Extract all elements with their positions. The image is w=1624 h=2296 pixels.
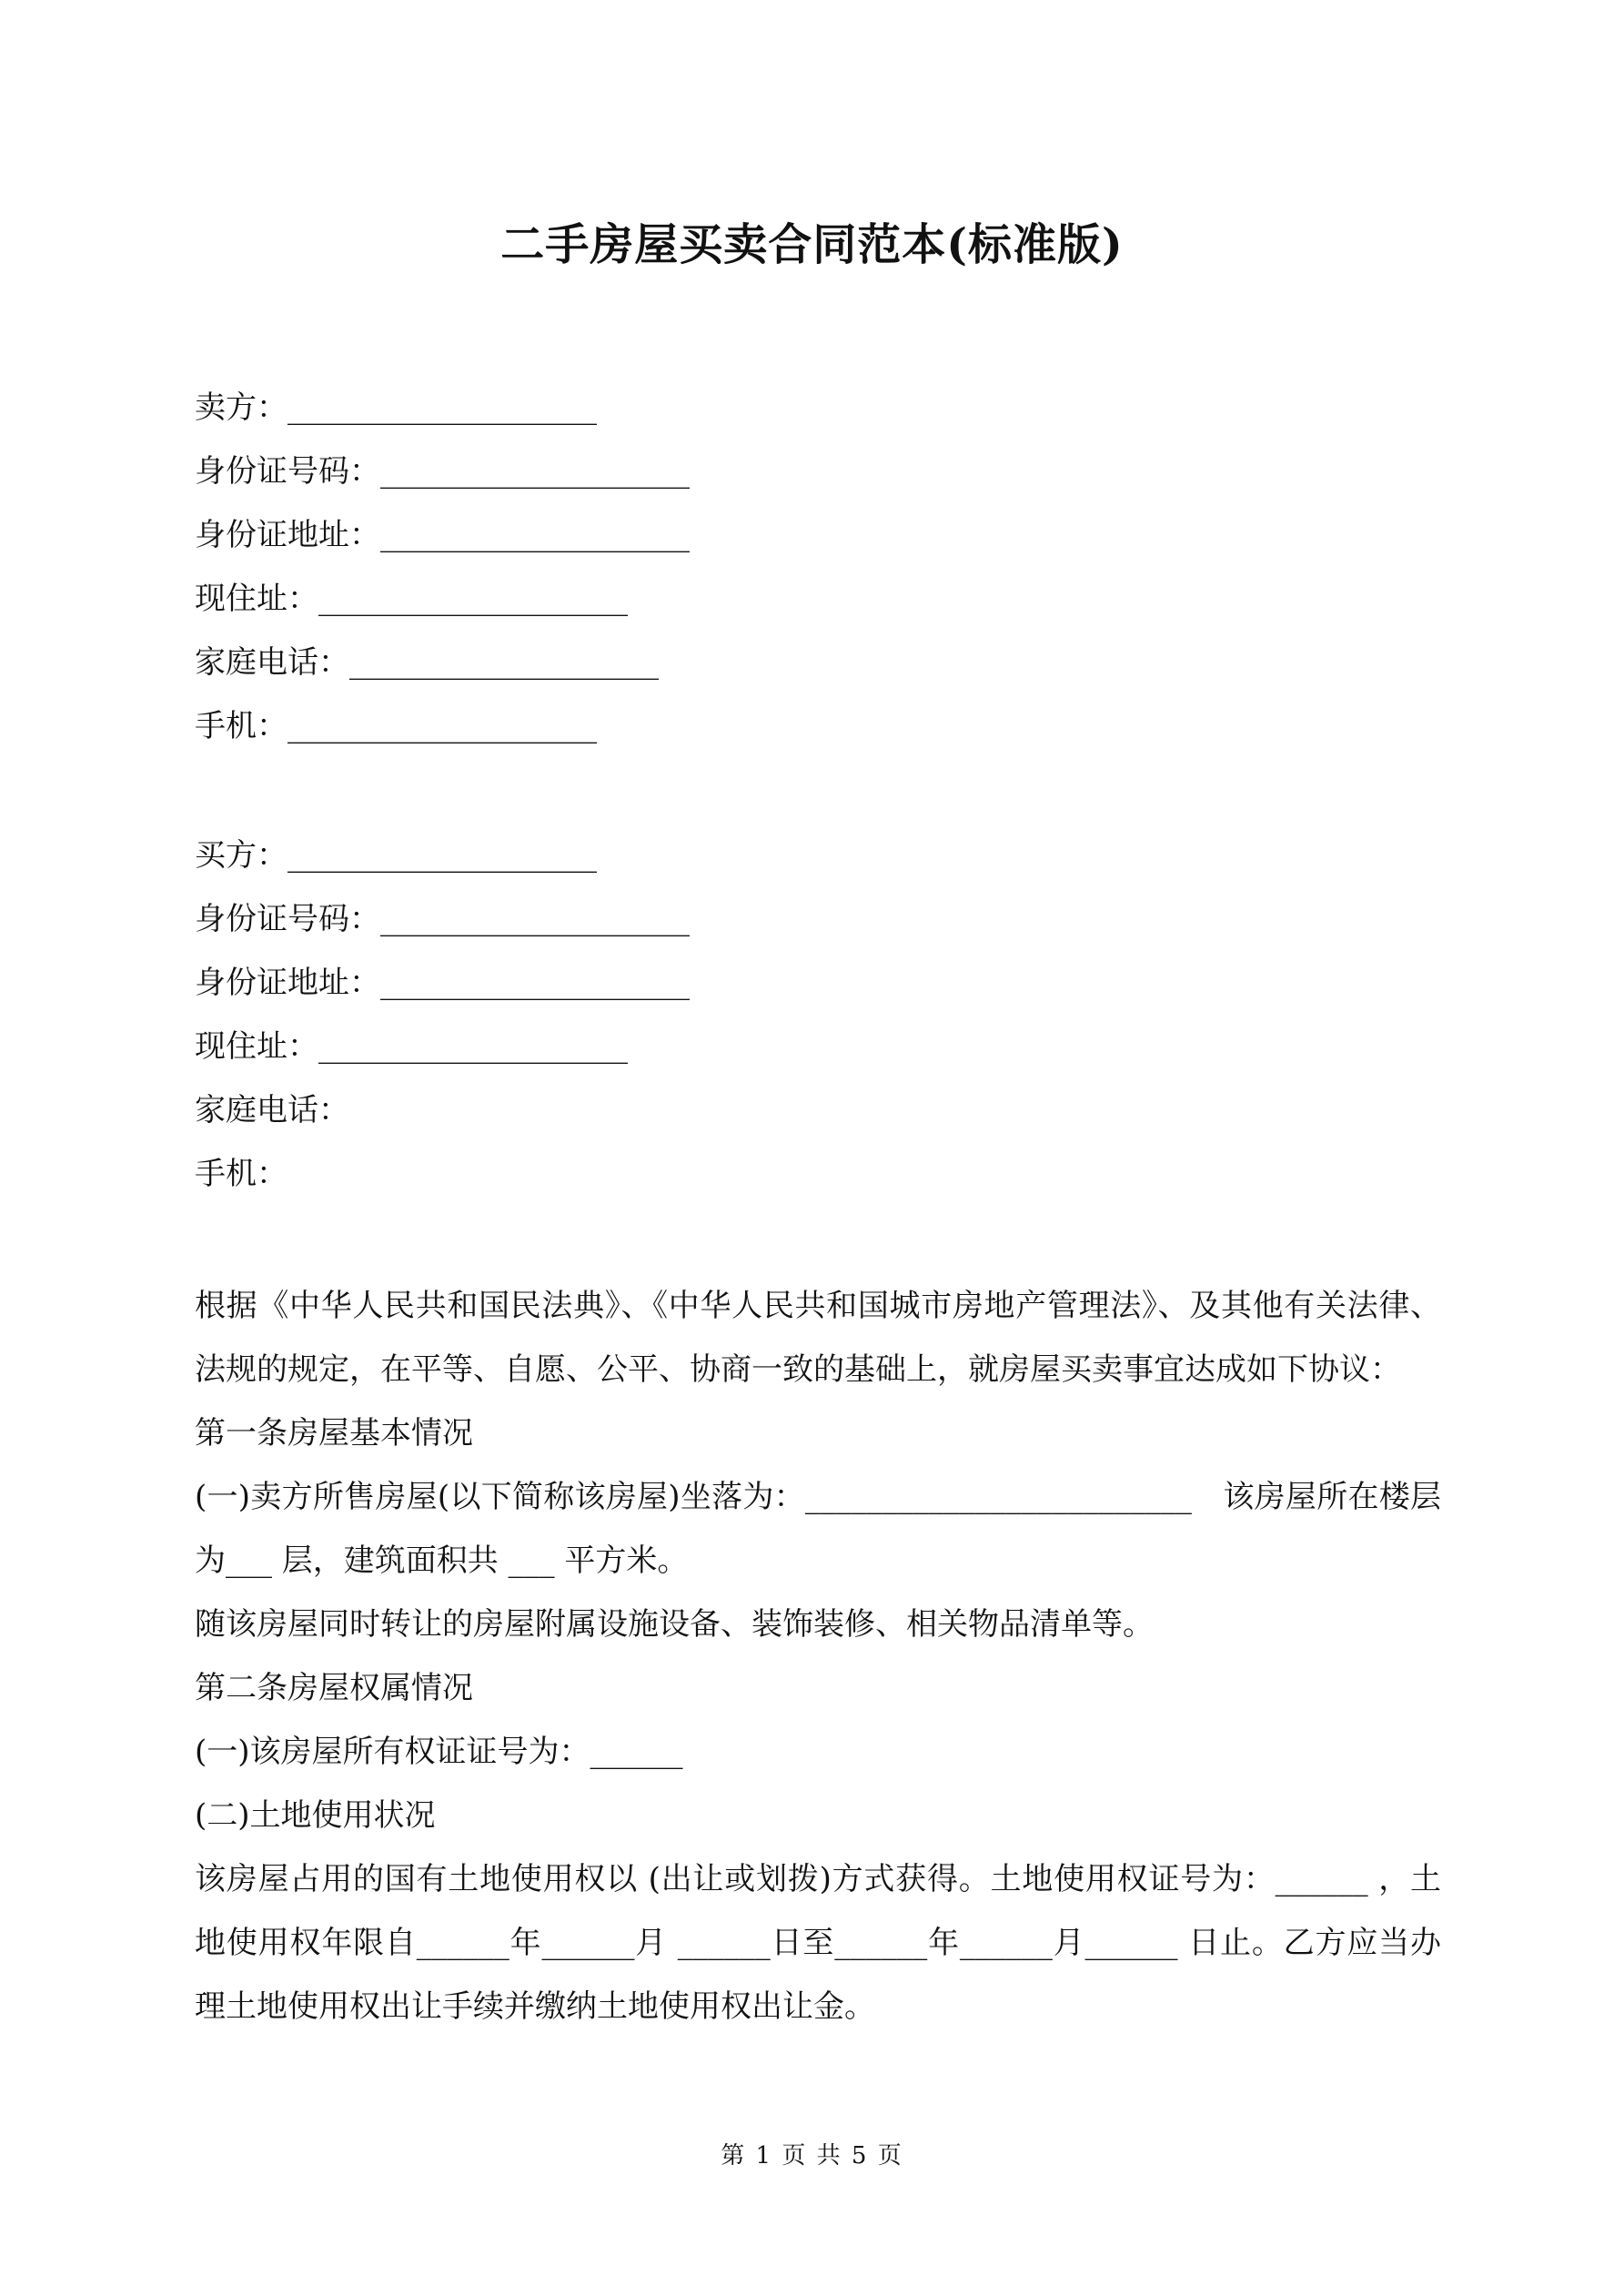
intro-paragraph: 根据《中华人民共和国民法典》、《中华人民共和国城市房地产管理法》、及其他有关法律、法规的规定，在平等、自愿、公平、协商一致的基础上，就房屋买卖事宜达成如下协议： xyxy=(195,1288,1441,1388)
article-1-clause-1: (一)卖方所售房屋(以下简称该房屋)坐落为：_________________________ 该房屋所在楼层为___ 层，建筑面积共 ___ 平方米。 xyxy=(195,1479,1441,1579)
buyer-current-address-field: 现住址：____________________ xyxy=(195,1028,628,1065)
seller-name-field: 卖方：____________________ xyxy=(195,389,597,426)
buyer-id-address-field: 身份证地址：____________________ xyxy=(195,965,690,1001)
seller-current-address-field: 现住址：____________________ xyxy=(195,581,628,617)
article-2-heading: 第二条房屋权属情况 xyxy=(195,1670,473,1706)
buyer-home-phone-field: 家庭电话： xyxy=(195,1092,349,1128)
article-2-clause-2: (二)土地使用状况 xyxy=(195,1797,436,1834)
seller-home-phone-field: 家庭电话：____________________ xyxy=(195,644,659,681)
seller-id-address-field: 身份证地址：____________________ xyxy=(195,517,690,553)
buyer-mobile-field: 手机： xyxy=(195,1156,287,1192)
page-number: 第 1 页 共 5 页 xyxy=(721,2142,903,2170)
article-1-heading: 第一条房屋基本情况 xyxy=(195,1415,473,1451)
buyer-id-number-field: 身份证号码：____________________ xyxy=(195,901,690,937)
seller-id-number-field: 身份证号码：____________________ xyxy=(195,453,690,490)
contract-body xyxy=(195,1274,1441,2038)
buyer-name-field: 买方：____________________ xyxy=(195,837,597,874)
document-title: 二手房屋买卖合同范本(标准版) xyxy=(500,219,1124,270)
article-2-clause-3: 该房屋占用的国有土地使用权以 (出让或划拨)方式获得。土地使用权证号为：______ ，土地使用权年限自______年______月 ______日至______年______月______ 日止。乙方应当办理土地使用权出让手续并缴纳土地使用权出让金。 xyxy=(195,1861,1441,2025)
article-2-clause-1: (一)该房屋所有权证证号为：______ xyxy=(195,1734,683,1770)
seller-mobile-field: 手机：____________________ xyxy=(195,708,597,744)
article-1-clause-2: 随该房屋同时转让的房屋附属设施设备、装饰装修、相关物品清单等。 xyxy=(195,1606,1154,1643)
